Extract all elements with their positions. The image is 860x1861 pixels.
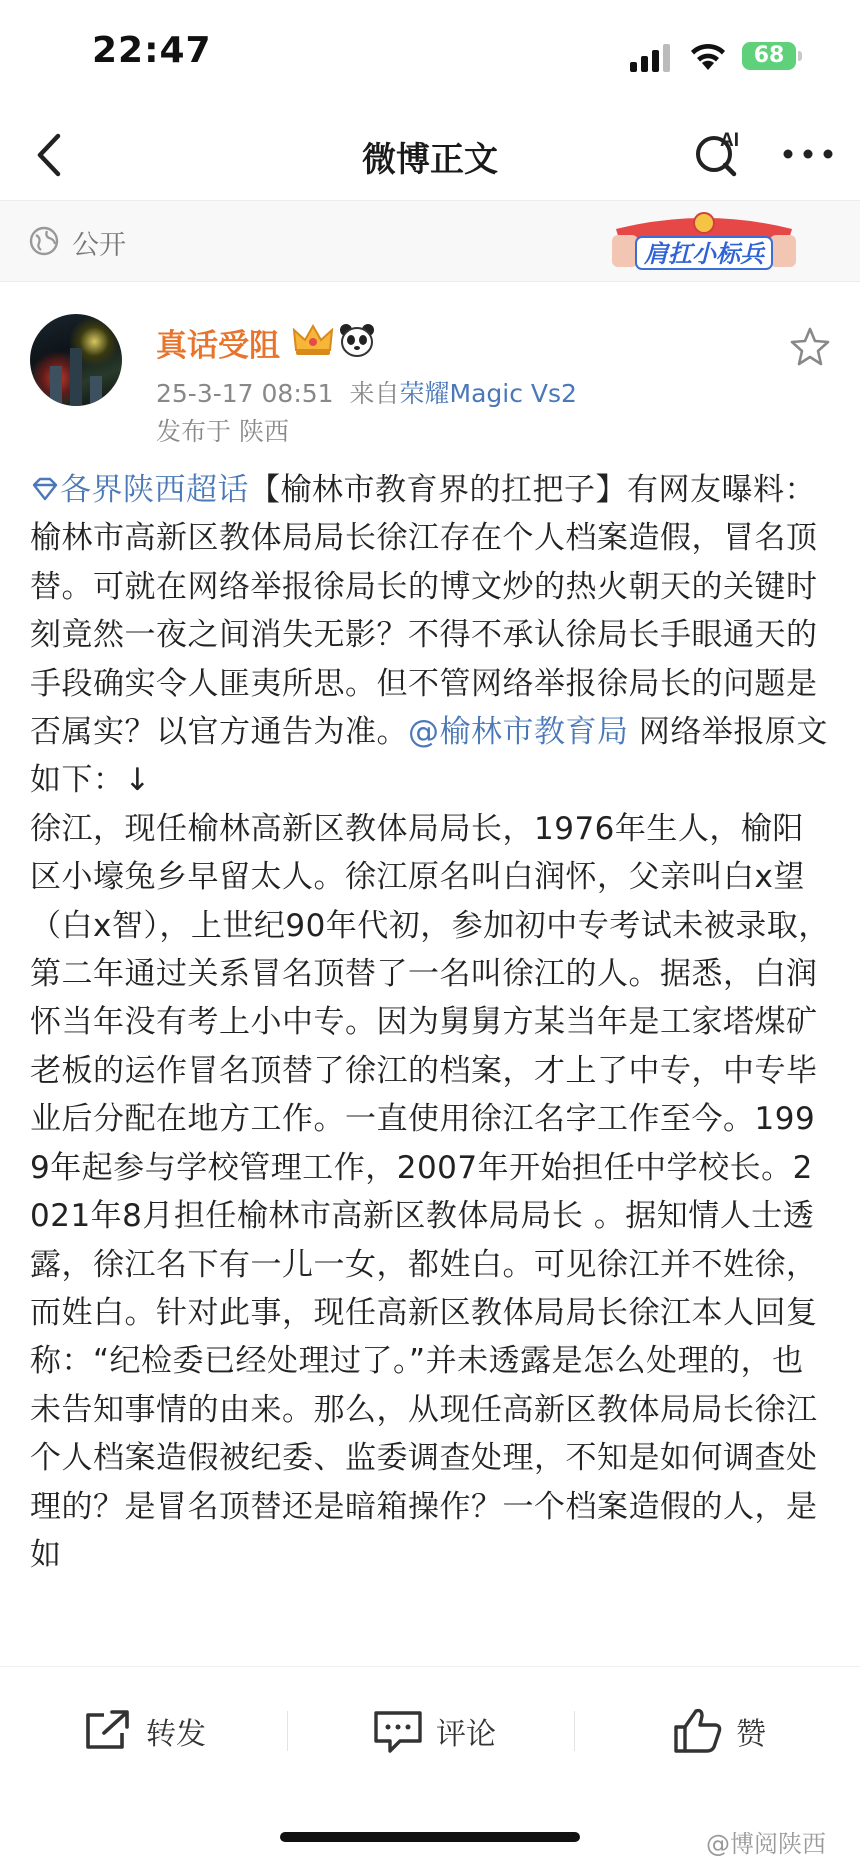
comment-icon xyxy=(372,1707,424,1753)
action-divider xyxy=(574,1711,575,1751)
repost-button[interactable] xyxy=(82,1697,212,1761)
super-topic-icon xyxy=(30,475,60,503)
battery-indicator: 68 xyxy=(742,42,796,70)
soldier-badge[interactable] xyxy=(606,209,802,273)
status-bar xyxy=(0,0,860,110)
action-divider xyxy=(287,1711,288,1751)
comment-label: 评论 xyxy=(436,1717,496,1752)
crown-icon xyxy=(292,322,334,358)
post-text-c: 徐江，现任榆林高新区教体局局长，1976年生人，榆阳区小壕兔乡早留太人。徐江原名叫白润怀，父亲叫白x望（白x智），上世纪90年代初，参加初中专考试未被录取，第二年通过关系冒名顶替了一名叫徐江的人。据悉，白润怀当年没有考上小中专。因为舅舅方某当年是工家塔煤矿老板的运作冒名顶替了徐江的档案，才上了中专，中专毕业后分配在地方工作。一直使用徐江名字工作至今。1999年起参与学校管理工作，2007年开始担任中学校长。2021年8月担任榆林市高新区教体局局长 。据知情人士透露，徐江名下有一儿一女，都姓白。可见徐江并不姓徐，而姓白。针对此事，现任高新区教体局局长徐江本人回复称：“纪检委已经处理过了。”并未透露是怎么处理的，也未告知事情的由来。那么，从现任高新区教体局局长徐江个人档案造假被纪委、监委调查处理，不知是如何调查处理的？是冒名顶替还是暗箱操作？一个档案造假的人，是如 xyxy=(30,810,830,1573)
globe-icon xyxy=(28,225,60,257)
visibility-label: 公开 xyxy=(72,230,126,261)
post-text-a: 【榆林市教育界的扛把子】有网友曝料：榆林市高新区教体局局长徐江存在个人档案造假，冒名顶替。可就在网络举报徐局长的博文炒的热火朝天的关键时刻竟然一夜之间消失无影？不得不承认徐局长手眼通天的手段确实令人匪夷所思。但不管网络举报徐局长的问题是否属实？以官方通告为准。 xyxy=(30,472,818,751)
visibility-bar xyxy=(0,201,860,282)
action-bar xyxy=(0,1666,860,1791)
nav-bar xyxy=(0,110,860,201)
avatar[interactable] xyxy=(30,314,122,406)
badge-text: 肩扛小标兵 xyxy=(644,240,764,268)
status-time: 22:47 xyxy=(92,30,212,71)
page-title: 微博正文 xyxy=(362,140,498,180)
ai-label: AI xyxy=(720,130,739,151)
cellular-signal-icon xyxy=(630,44,674,72)
favorite-star-icon[interactable] xyxy=(790,326,830,366)
like-button[interactable] xyxy=(672,1697,782,1761)
repost-icon xyxy=(82,1707,134,1753)
wifi-icon xyxy=(688,40,728,72)
post-body xyxy=(30,466,830,1666)
username[interactable]: 真话受阻 xyxy=(156,328,280,364)
battery-tip xyxy=(798,51,802,61)
super-topic-link[interactable]: 各界陕西超话 xyxy=(60,472,249,508)
post-location: 发布于 陕西 xyxy=(156,417,289,446)
like-label: 赞 xyxy=(736,1717,766,1752)
post-text-b: 网络举报原文如下：↓ xyxy=(30,714,828,799)
thumbs-up-icon xyxy=(672,1707,724,1753)
watermark: @博阅陕西 xyxy=(706,1830,826,1858)
more-options-icon[interactable] xyxy=(776,124,840,184)
post-timestamp: 25-3-17 08:51 xyxy=(156,379,334,408)
ai-search-icon[interactable] xyxy=(690,124,750,184)
source-device[interactable]: 荣耀Magic Vs2 xyxy=(399,379,577,408)
post-meta xyxy=(156,374,577,410)
home-indicator xyxy=(280,1832,580,1842)
panda-icon xyxy=(338,322,376,358)
comment-button[interactable] xyxy=(372,1697,502,1761)
source-prefix: 来自 xyxy=(349,379,400,408)
repost-label: 转发 xyxy=(146,1717,206,1752)
mention-link[interactable]: @榆林市教育局 xyxy=(408,714,629,751)
